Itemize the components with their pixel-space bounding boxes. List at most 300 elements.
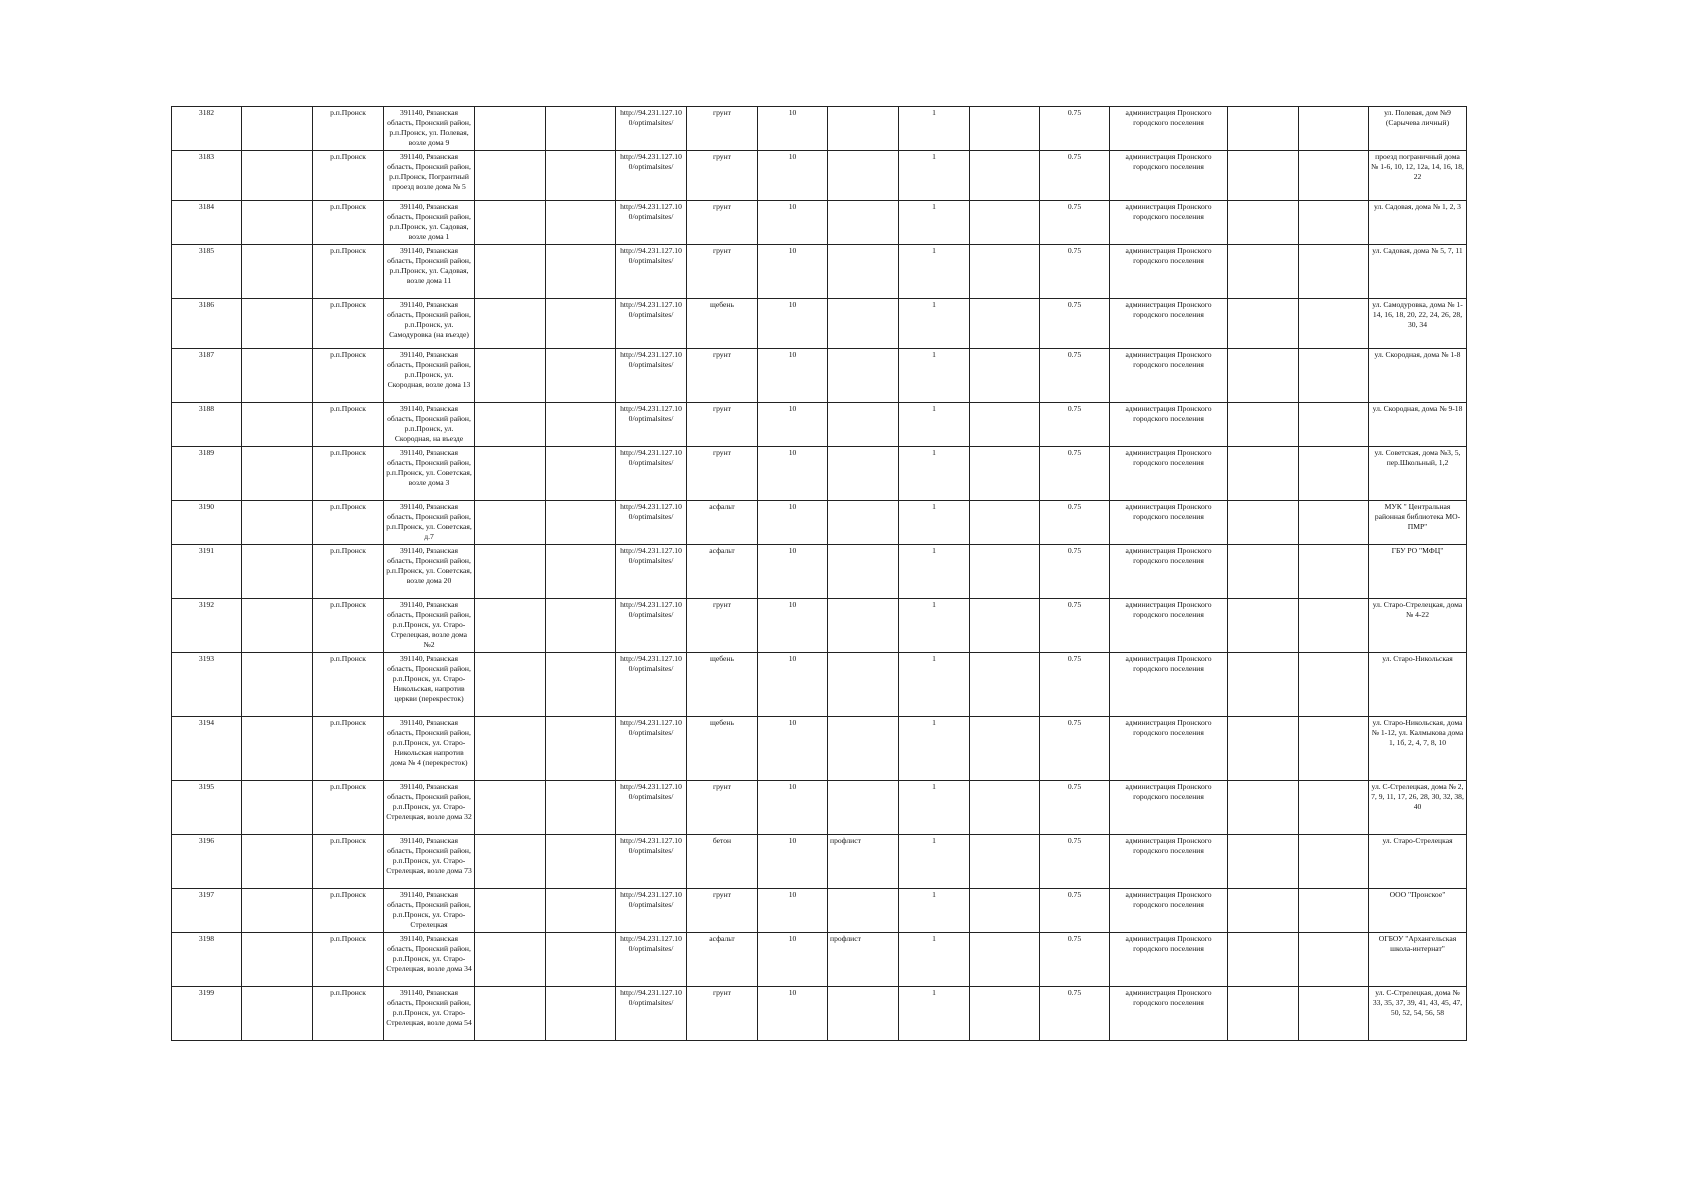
- table-row: [172, 933, 1467, 987]
- cell-empty: [475, 151, 546, 201]
- cell-locality: р.п.Пронск: [313, 781, 384, 835]
- cell-locality: р.п.Пронск: [313, 835, 384, 889]
- cell-link: http://94.231.127.10 0/optimalsites/: [616, 245, 687, 299]
- cell-link: http://94.231.127.10 0/optimalsites/: [616, 653, 687, 717]
- cell-address: 391140, Рязанская область, Пронский район, р.п.Пронск, ул. Скородная, возле дома 13: [384, 349, 475, 403]
- cell-empty: [242, 107, 313, 151]
- cell-locality: р.п.Пронск: [313, 889, 384, 933]
- cell-surface: грунт: [687, 245, 758, 299]
- cell-empty: [546, 349, 616, 403]
- cell-empty: [546, 987, 616, 1041]
- cell-waste-sources: ул. С-Стрелецкая, дома № 2, 7, 9, 11, 17, 26, 28, 30, 32, 38, 40: [1369, 781, 1467, 835]
- table-row: [172, 835, 1467, 889]
- cell-volume: 0.75: [1040, 107, 1110, 151]
- cell-number: 3198: [172, 933, 242, 987]
- cell-empty: [546, 201, 616, 245]
- cell-containers: 1: [899, 599, 970, 653]
- cell-empty: [1228, 653, 1299, 717]
- cell-locality: р.п.Пронск: [313, 501, 384, 545]
- cell-surface: щебень: [687, 717, 758, 781]
- cell-waste-sources: ул. Советская, дома №3, 5, пер.Школьный, 1,2: [1369, 447, 1467, 501]
- cell-empty: [242, 781, 313, 835]
- cell-empty: [475, 835, 546, 889]
- cell-volume: 0.75: [1040, 447, 1110, 501]
- cell-empty: [546, 835, 616, 889]
- cell-empty: [1299, 781, 1369, 835]
- cell-address: 391140, Рязанская область, Пронский район, р.п.Пронск, ул. Садовая, возле дома 1: [384, 201, 475, 245]
- cell-area: 10: [758, 933, 828, 987]
- cell-number: 3183: [172, 151, 242, 201]
- cell-fence: [828, 245, 899, 299]
- cell-containers: 1: [899, 717, 970, 781]
- cell-containers: 1: [899, 151, 970, 201]
- cell-empty: [475, 447, 546, 501]
- cell-locality: р.п.Пронск: [313, 447, 384, 501]
- cell-volume: 0.75: [1040, 653, 1110, 717]
- cell-address: 391140, Рязанская область, Пронский район, р.п.Пронск, ул. Полевая, возле дома 9: [384, 107, 475, 151]
- cell-empty: [546, 889, 616, 933]
- cell-locality: р.п.Пронск: [313, 349, 384, 403]
- cell-locality: р.п.Пронск: [313, 151, 384, 201]
- cell-empty: [970, 299, 1040, 349]
- cell-fence: [828, 717, 899, 781]
- cell-empty: [970, 245, 1040, 299]
- cell-link: http://94.231.127.10 0/optimalsites/: [616, 781, 687, 835]
- cell-number: 3182: [172, 107, 242, 151]
- cell-empty: [970, 653, 1040, 717]
- cell-empty: [1299, 599, 1369, 653]
- cell-empty: [970, 987, 1040, 1041]
- cell-empty: [1228, 545, 1299, 599]
- cell-containers: 1: [899, 835, 970, 889]
- cell-locality: р.п.Пронск: [313, 987, 384, 1041]
- table-row: [172, 987, 1467, 1041]
- cell-empty: [242, 201, 313, 245]
- cell-volume: 0.75: [1040, 933, 1110, 987]
- cell-fence: [828, 501, 899, 545]
- cell-fence: [828, 107, 899, 151]
- cell-link: http://94.231.127.10 0/optimalsites/: [616, 151, 687, 201]
- cell-volume: 0.75: [1040, 835, 1110, 889]
- cell-address: 391140, Рязанская область, Пронский район, р.п.Пронск, ул. Старо-Стрелецкая, возле дома 73: [384, 835, 475, 889]
- cell-area: 10: [758, 781, 828, 835]
- table-row: [172, 545, 1467, 599]
- cell-address: 391140, Рязанская область, Пронский район, р.п.Пронск, ул. Старо-Никольская, напротив церкви (перекресток): [384, 653, 475, 717]
- cell-empty: [1228, 447, 1299, 501]
- cell-empty: [970, 599, 1040, 653]
- cell-empty: [242, 599, 313, 653]
- cell-link: http://94.231.127.10 0/optimalsites/: [616, 403, 687, 447]
- cell-area: 10: [758, 987, 828, 1041]
- cell-owner: администрация Пронского городского поселения: [1110, 151, 1228, 201]
- cell-area: 10: [758, 545, 828, 599]
- cell-empty: [475, 201, 546, 245]
- cell-empty: [1299, 151, 1369, 201]
- cell-volume: 0.75: [1040, 889, 1110, 933]
- cell-area: 10: [758, 447, 828, 501]
- waste-sites-table: [171, 106, 1467, 1041]
- cell-empty: [970, 717, 1040, 781]
- cell-surface: асфальт: [687, 501, 758, 545]
- cell-waste-sources: ул. Старо-Стрелецкая: [1369, 835, 1467, 889]
- cell-empty: [546, 717, 616, 781]
- cell-empty: [1228, 349, 1299, 403]
- cell-waste-sources: ул. Старо-Никольская, дома № 1-12, ул. Калмыкова дома 1, 1б, 2, 4, 7, 8, 10: [1369, 717, 1467, 781]
- cell-empty: [546, 933, 616, 987]
- cell-link: http://94.231.127.10 0/optimalsites/: [616, 501, 687, 545]
- cell-volume: 0.75: [1040, 987, 1110, 1041]
- cell-empty: [1299, 245, 1369, 299]
- cell-locality: р.п.Пронск: [313, 653, 384, 717]
- cell-containers: 1: [899, 349, 970, 403]
- cell-empty: [1299, 349, 1369, 403]
- cell-owner: администрация Пронского городского поселения: [1110, 201, 1228, 245]
- cell-volume: 0.75: [1040, 245, 1110, 299]
- cell-volume: 0.75: [1040, 201, 1110, 245]
- cell-owner: администрация Пронского городского поселения: [1110, 933, 1228, 987]
- cell-empty: [475, 653, 546, 717]
- cell-empty: [242, 299, 313, 349]
- cell-area: 10: [758, 653, 828, 717]
- cell-empty: [242, 349, 313, 403]
- cell-address: 391140, Рязанская область, Пронский район, р.п.Пронск, ул. Старо-Стрелецкая, возле дома №2: [384, 599, 475, 653]
- cell-empty: [1228, 889, 1299, 933]
- cell-surface: щебень: [687, 653, 758, 717]
- cell-empty: [1228, 987, 1299, 1041]
- cell-empty: [970, 107, 1040, 151]
- cell-waste-sources: ул. Старо-Стрелецкая, дома № 4-22: [1369, 599, 1467, 653]
- cell-waste-sources: ОГБОУ "Архангельская школа-интернат": [1369, 933, 1467, 987]
- cell-containers: 1: [899, 245, 970, 299]
- cell-surface: грунт: [687, 781, 758, 835]
- cell-number: 3188: [172, 403, 242, 447]
- cell-surface: грунт: [687, 349, 758, 403]
- cell-empty: [1299, 403, 1369, 447]
- cell-area: 10: [758, 201, 828, 245]
- cell-area: 10: [758, 245, 828, 299]
- cell-link: http://94.231.127.10 0/optimalsites/: [616, 835, 687, 889]
- cell-surface: бетон: [687, 835, 758, 889]
- cell-waste-sources: ул. Полевая, дом №9 (Сарычева личный): [1369, 107, 1467, 151]
- cell-owner: администрация Пронского городского поселения: [1110, 599, 1228, 653]
- cell-containers: 1: [899, 201, 970, 245]
- cell-owner: администрация Пронского городского поселения: [1110, 245, 1228, 299]
- table-row: [172, 653, 1467, 717]
- cell-owner: администрация Пронского городского поселения: [1110, 653, 1228, 717]
- cell-waste-sources: ул. С-Стрелецкая, дома № 33, 35, 37, 39, 41, 43, 45, 47, 50, 52, 54, 56, 58: [1369, 987, 1467, 1041]
- cell-empty: [1228, 151, 1299, 201]
- cell-surface: грунт: [687, 447, 758, 501]
- cell-surface: грунт: [687, 987, 758, 1041]
- cell-number: 3199: [172, 987, 242, 1041]
- cell-empty: [475, 545, 546, 599]
- table-row: [172, 447, 1467, 501]
- cell-number: 3196: [172, 835, 242, 889]
- cell-waste-sources: ул. Старо-Никольская: [1369, 653, 1467, 717]
- cell-fence: [828, 545, 899, 599]
- cell-locality: р.п.Пронск: [313, 545, 384, 599]
- cell-address: 391140, Рязанская область, Пронский район, р.п.Пронск, ул. Садовая, возле дома 11: [384, 245, 475, 299]
- cell-volume: 0.75: [1040, 151, 1110, 201]
- cell-fence: [828, 447, 899, 501]
- cell-empty: [1299, 447, 1369, 501]
- cell-empty: [1228, 403, 1299, 447]
- cell-address: 391140, Рязанская область, Пронский район, р.п.Пронск, ул. Скородная, на въезде: [384, 403, 475, 447]
- cell-address: 391140, Рязанская область, Пронский район, р.п.Пронск, ул. Самодуровка (на въезде): [384, 299, 475, 349]
- cell-fence: профлист: [828, 835, 899, 889]
- cell-waste-sources: ул. Садовая, дома № 5, 7, 11: [1369, 245, 1467, 299]
- cell-empty: [970, 201, 1040, 245]
- cell-owner: администрация Пронского городского поселения: [1110, 781, 1228, 835]
- cell-empty: [970, 545, 1040, 599]
- cell-empty: [475, 107, 546, 151]
- cell-empty: [475, 299, 546, 349]
- cell-empty: [1299, 299, 1369, 349]
- cell-address: 391140, Рязанская область, Пронский район, р.п.Пронск, ул. Старо-Никольская напротив дома № 4 (перекресток): [384, 717, 475, 781]
- cell-empty: [1299, 107, 1369, 151]
- cell-volume: 0.75: [1040, 781, 1110, 835]
- cell-empty: [546, 545, 616, 599]
- cell-empty: [242, 545, 313, 599]
- cell-empty: [1299, 933, 1369, 987]
- cell-empty: [970, 835, 1040, 889]
- cell-fence: [828, 987, 899, 1041]
- cell-containers: 1: [899, 653, 970, 717]
- table-row: [172, 107, 1467, 151]
- cell-area: 10: [758, 349, 828, 403]
- cell-waste-sources: ул. Садовая, дома № 1, 2, 3: [1369, 201, 1467, 245]
- cell-empty: [970, 403, 1040, 447]
- cell-empty: [242, 403, 313, 447]
- cell-empty: [242, 889, 313, 933]
- cell-empty: [242, 987, 313, 1041]
- cell-empty: [242, 653, 313, 717]
- cell-area: 10: [758, 107, 828, 151]
- cell-fence: [828, 889, 899, 933]
- cell-volume: 0.75: [1040, 545, 1110, 599]
- cell-number: 3192: [172, 599, 242, 653]
- cell-empty: [475, 933, 546, 987]
- table-row: [172, 501, 1467, 545]
- cell-fence: профлист: [828, 933, 899, 987]
- cell-number: 3194: [172, 717, 242, 781]
- table-row: [172, 889, 1467, 933]
- cell-owner: администрация Пронского городского поселения: [1110, 447, 1228, 501]
- cell-empty: [475, 889, 546, 933]
- cell-address: 391140, Рязанская область, Пронский район, р.п.Пронск, ул. Советская, возле дома 3: [384, 447, 475, 501]
- registry-sheet: [171, 106, 1464, 1041]
- cell-surface: грунт: [687, 403, 758, 447]
- cell-empty: [242, 933, 313, 987]
- cell-owner: администрация Пронского городского поселения: [1110, 501, 1228, 545]
- cell-fence: [828, 599, 899, 653]
- cell-empty: [242, 501, 313, 545]
- cell-empty: [546, 599, 616, 653]
- cell-empty: [1299, 987, 1369, 1041]
- cell-area: 10: [758, 889, 828, 933]
- cell-link: http://94.231.127.10 0/optimalsites/: [616, 599, 687, 653]
- cell-empty: [970, 447, 1040, 501]
- cell-area: 10: [758, 403, 828, 447]
- cell-empty: [1228, 299, 1299, 349]
- cell-containers: 1: [899, 501, 970, 545]
- table-row: [172, 245, 1467, 299]
- cell-empty: [970, 889, 1040, 933]
- cell-empty: [1228, 781, 1299, 835]
- table-row: [172, 717, 1467, 781]
- cell-surface: грунт: [687, 151, 758, 201]
- cell-number: 3185: [172, 245, 242, 299]
- cell-area: 10: [758, 299, 828, 349]
- cell-locality: р.п.Пронск: [313, 201, 384, 245]
- cell-owner: администрация Пронского городского поселения: [1110, 299, 1228, 349]
- table-row: [172, 781, 1467, 835]
- cell-area: 10: [758, 501, 828, 545]
- cell-empty: [1299, 653, 1369, 717]
- cell-link: http://94.231.127.10 0/optimalsites/: [616, 201, 687, 245]
- cell-address: 391140, Рязанская область, Пронский район, р.п.Пронск, Погрантный проезд возле дома № 5: [384, 151, 475, 201]
- cell-containers: 1: [899, 299, 970, 349]
- cell-volume: 0.75: [1040, 599, 1110, 653]
- cell-empty: [546, 151, 616, 201]
- cell-empty: [970, 349, 1040, 403]
- cell-empty: [1228, 245, 1299, 299]
- cell-empty: [546, 653, 616, 717]
- cell-number: 3186: [172, 299, 242, 349]
- cell-number: 3184: [172, 201, 242, 245]
- cell-empty: [1299, 501, 1369, 545]
- cell-owner: администрация Пронского городского поселения: [1110, 835, 1228, 889]
- cell-empty: [546, 403, 616, 447]
- cell-link: http://94.231.127.10 0/optimalsites/: [616, 349, 687, 403]
- cell-empty: [1299, 545, 1369, 599]
- cell-empty: [1228, 201, 1299, 245]
- cell-containers: 1: [899, 933, 970, 987]
- cell-link: http://94.231.127.10 0/optimalsites/: [616, 889, 687, 933]
- cell-area: 10: [758, 717, 828, 781]
- cell-empty: [1299, 835, 1369, 889]
- cell-area: 10: [758, 835, 828, 889]
- cell-empty: [970, 151, 1040, 201]
- cell-empty: [1228, 501, 1299, 545]
- cell-empty: [1299, 717, 1369, 781]
- cell-locality: р.п.Пронск: [313, 299, 384, 349]
- cell-empty: [546, 781, 616, 835]
- cell-empty: [242, 717, 313, 781]
- cell-owner: администрация Пронского городского поселения: [1110, 107, 1228, 151]
- cell-locality: р.п.Пронск: [313, 245, 384, 299]
- cell-empty: [242, 245, 313, 299]
- cell-containers: 1: [899, 889, 970, 933]
- cell-empty: [546, 245, 616, 299]
- table-body: [172, 107, 1467, 1041]
- cell-empty: [242, 835, 313, 889]
- cell-waste-sources: проезд пограничный дома № 1-6, 10, 12, 12а, 14, 16, 18, 22: [1369, 151, 1467, 201]
- cell-surface: асфальт: [687, 545, 758, 599]
- cell-empty: [1228, 717, 1299, 781]
- cell-address: 391140, Рязанская область, Пронский район, р.п.Пронск, ул. Советская, д.7: [384, 501, 475, 545]
- cell-empty: [1228, 835, 1299, 889]
- cell-link: http://94.231.127.10 0/optimalsites/: [616, 933, 687, 987]
- cell-address: 391140, Рязанская область, Пронский район, р.п.Пронск, ул. Старо-Стрелецкая, возле дома 34: [384, 933, 475, 987]
- cell-empty: [970, 781, 1040, 835]
- cell-locality: р.п.Пронск: [313, 933, 384, 987]
- cell-number: 3193: [172, 653, 242, 717]
- cell-waste-sources: ГБУ РО "МФЦ": [1369, 545, 1467, 599]
- cell-link: http://94.231.127.10 0/optimalsites/: [616, 447, 687, 501]
- cell-owner: администрация Пронского городского поселения: [1110, 987, 1228, 1041]
- cell-area: 10: [758, 151, 828, 201]
- cell-number: 3189: [172, 447, 242, 501]
- cell-fence: [828, 151, 899, 201]
- cell-empty: [1299, 889, 1369, 933]
- cell-empty: [546, 107, 616, 151]
- cell-number: 3195: [172, 781, 242, 835]
- cell-volume: 0.75: [1040, 299, 1110, 349]
- cell-waste-sources: ООО "Пронское": [1369, 889, 1467, 933]
- cell-empty: [970, 501, 1040, 545]
- cell-surface: щебень: [687, 299, 758, 349]
- cell-address: 391140, Рязанская область, Пронский район, р.п.Пронск, ул. Старо-Стрелецкая, возле дома 54: [384, 987, 475, 1041]
- cell-number: 3190: [172, 501, 242, 545]
- cell-owner: администрация Пронского городского поселения: [1110, 403, 1228, 447]
- cell-area: 10: [758, 599, 828, 653]
- cell-containers: 1: [899, 403, 970, 447]
- cell-empty: [475, 403, 546, 447]
- cell-containers: 1: [899, 447, 970, 501]
- table-row: [172, 599, 1467, 653]
- table-row: [172, 299, 1467, 349]
- cell-owner: администрация Пронского городского поселения: [1110, 349, 1228, 403]
- cell-locality: р.п.Пронск: [313, 717, 384, 781]
- table-row: [172, 201, 1467, 245]
- cell-empty: [242, 447, 313, 501]
- cell-owner: администрация Пронского городского поселения: [1110, 889, 1228, 933]
- cell-waste-sources: ул. Скородная, дома № 9-18: [1369, 403, 1467, 447]
- cell-fence: [828, 201, 899, 245]
- table-row: [172, 151, 1467, 201]
- cell-empty: [242, 151, 313, 201]
- cell-empty: [475, 599, 546, 653]
- cell-containers: 1: [899, 545, 970, 599]
- cell-surface: грунт: [687, 107, 758, 151]
- cell-waste-sources: ул. Скородная, дома № 1-8: [1369, 349, 1467, 403]
- cell-link: http://94.231.127.10 0/optimalsites/: [616, 987, 687, 1041]
- cell-surface: асфальт: [687, 933, 758, 987]
- cell-surface: грунт: [687, 599, 758, 653]
- cell-number: 3191: [172, 545, 242, 599]
- cell-containers: 1: [899, 987, 970, 1041]
- cell-address: 391140, Рязанская область, Пронский район, р.п.Пронск, ул. Старо-Стрелецкая, возле дома 32: [384, 781, 475, 835]
- cell-owner: администрация Пронского городского поселения: [1110, 545, 1228, 599]
- cell-containers: 1: [899, 107, 970, 151]
- cell-link: http://94.231.127.10 0/optimalsites/: [616, 107, 687, 151]
- cell-link: http://94.231.127.10 0/optimalsites/: [616, 299, 687, 349]
- cell-link: http://94.231.127.10 0/optimalsites/: [616, 545, 687, 599]
- cell-owner: администрация Пронского городского поселения: [1110, 717, 1228, 781]
- cell-fence: [828, 299, 899, 349]
- cell-empty: [475, 781, 546, 835]
- cell-locality: р.п.Пронск: [313, 107, 384, 151]
- cell-fence: [828, 781, 899, 835]
- cell-empty: [475, 349, 546, 403]
- cell-address: 391140, Рязанская область, Пронский район, р.п.Пронск, ул. Старо-Стрелецкая: [384, 889, 475, 933]
- table-row: [172, 349, 1467, 403]
- cell-link: http://94.231.127.10 0/optimalsites/: [616, 717, 687, 781]
- cell-volume: 0.75: [1040, 403, 1110, 447]
- cell-volume: 0.75: [1040, 717, 1110, 781]
- cell-empty: [546, 501, 616, 545]
